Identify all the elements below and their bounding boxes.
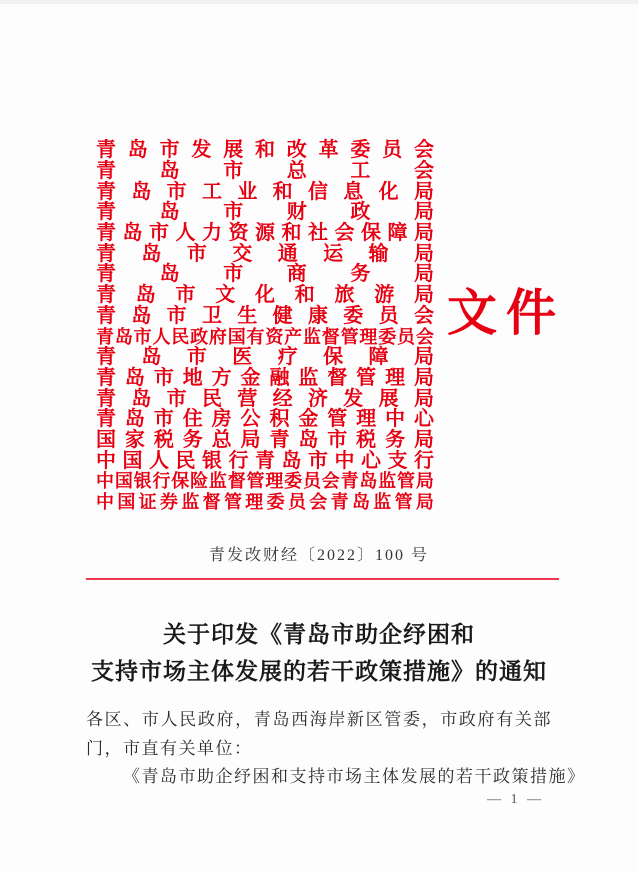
document-title — [0, 616, 638, 690]
agency-line: 青 岛 市 住 房 公 积 金 管 理 中 心 — [96, 408, 434, 431]
document-body — [86, 706, 586, 792]
salutation: 各区、市人民政府，青岛西海岸新区管委，市政府有关部门，市直有关单位： — [86, 710, 552, 758]
agency-line: 青 岛 市 总 工 会 — [96, 160, 434, 183]
agency-line: 青 岛 市 发 展 和 改 革 委 员 会 — [96, 139, 434, 162]
page-number: — 1 — — [487, 792, 544, 807]
agency-line: 青 岛 市 民 营 经 济 发 展 局 — [96, 387, 434, 410]
issuing-agencies-list — [96, 140, 434, 512]
agency-line: 青 岛 市 财 政 局 — [96, 201, 434, 224]
agency-line: 青 岛 市 文 化 和 旅 游 局 — [96, 284, 434, 307]
agency-line: 国 家 税 务 总 局 青 岛 市 税 务 局 — [96, 428, 434, 451]
agency-line: 中 国 银 行 保 险 监 督 管 理 委 员 会 青 岛 监 管 局 — [96, 471, 434, 492]
document-banner-label: 文件 — [447, 285, 565, 341]
agency-line: 中 国 人 民 银 行 青 岛 市 中 心 支 行 — [96, 449, 434, 472]
document-title-line2: 支持市场主体发展的若干政策措施》的通知 — [91, 659, 547, 684]
agency-line: 青 岛 市 工 业 和 信 息 化 局 — [96, 180, 434, 203]
agency-line: 青 岛 市 交 通 运 输 局 — [96, 242, 434, 265]
body-paragraph: 《青岛市助企纾困和支持市场主体发展的若干政策措施》 — [123, 767, 586, 786]
scan-edge — [0, 0, 638, 4]
document-number: 青发改财经〔2022〕100 号 — [208, 547, 429, 564]
agency-line: 青 岛 市 商 务 局 — [96, 263, 434, 286]
agency-line: 青 岛 市 医 疗 保 障 局 — [96, 346, 434, 369]
agency-line: 中 国 证 券 监 督 管 理 委 员 会 青 岛 监 管 局 — [96, 492, 434, 513]
red-divider-line — [86, 578, 559, 580]
agency-line: 青 岛 市 地 方 金 融 监 督 管 理 局 — [96, 366, 434, 389]
agency-line: 青 岛 市 人 力 资 源 和 社 会 保 障 局 — [96, 222, 434, 245]
document-title-line1: 关于印发《青岛市助企纾困和 — [163, 622, 475, 647]
agency-line: 青 岛 市 人 民 政 府 国 有 资 产 监 督 管 理 委 员 会 — [96, 326, 434, 347]
agency-line: 青 岛 市 卫 生 健 康 委 员 会 — [96, 304, 434, 327]
